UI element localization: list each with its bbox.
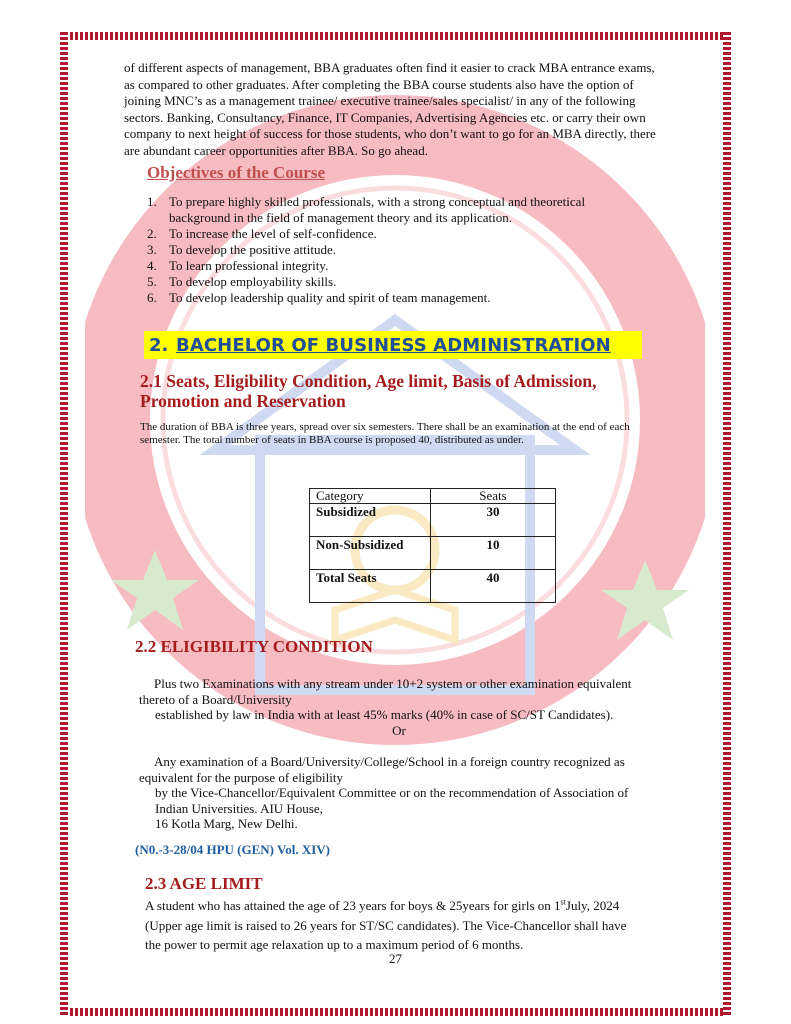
eligibility-line: by the Vice-Chancellor/Equivalent Committee or on the recommendation of Association of Indian Universities. AIU House, [155, 785, 629, 816]
table-row [310, 570, 556, 603]
table-cell-category: Non-Subsidized [310, 537, 431, 570]
eligibility-line: 16 Kotla Marg, New Delhi. [155, 816, 298, 831]
table-row [310, 504, 556, 537]
list-item: 6. To develop leadership quality and spirit of team management. [147, 290, 491, 305]
objectives-heading: Objectives of the Course [147, 163, 325, 182]
table-header-row [310, 489, 556, 504]
section-2-1-paragraph: The duration of BBA is three years, spread over six semesters. There shall be an examination at the end of each semester. The total number of seats in BBA course is proposed 40, distributed as under. [140, 421, 630, 446]
section-2-3-heading: 2.3 AGE LIMIT [145, 874, 263, 893]
page-number: 27 [389, 951, 402, 966]
table-cell-seats: 10 [431, 537, 556, 570]
banner-title: BACHELOR OF BUSINESS ADMINISTRATION [176, 334, 611, 356]
eligibility-line: Plus two Examinations with any stream under 10+2 system or other examination equivalent thereto of a Board/University [139, 676, 632, 707]
eligibility-or: Or [392, 722, 406, 738]
objectives-list [147, 194, 627, 306]
section-banner [144, 331, 642, 359]
table-cell-category: Subsidized [310, 504, 431, 537]
section-2-1-heading: 2.1 Seats, Eligibility Condition, Age limit, Basis of Admission, Promotion and Reservation [140, 371, 597, 411]
list-item: 4. To learn professional integrity. [147, 258, 329, 273]
list-item: 2. To increase the level of self-confidence. [147, 226, 377, 241]
section-2-2-heading: 2.2 ELIGIBILITY CONDITION [135, 637, 373, 656]
table-header-seats: Seats [431, 489, 556, 504]
eligibility-text [139, 676, 659, 832]
banner-number: 2. [149, 334, 169, 356]
list-item: 5. To develop employability skills. [147, 274, 337, 289]
table-cell-seats: 30 [431, 504, 556, 537]
table-row [310, 537, 556, 570]
list-item: 1. To prepare highly skilled professionals, with a strong conceptual and theoretical background in the field of management theory and its application. [147, 194, 586, 225]
table-cell-seats: 40 [431, 570, 556, 603]
eligibility-line: Any examination of a Board/University/College/School in a foreign country recognized as equivalent for the purpose of eligibility [139, 754, 625, 785]
eligibility-line: established by law in India with at least 45% marks (40% in case of SC/ST Candidates). [155, 707, 614, 722]
seats-table [309, 488, 556, 603]
table-cell-category: Total Seats [310, 570, 431, 603]
age-limit-paragraph: A student who has attained the age of 23 years for boys & 25years for girls on 1stJuly, 2024 (Upper age limit is raised to 26 years for ST/SC candidates). The Vice-Chancellor shall have the power to permit age relaxation up to a maximum period of 6 months. [145, 897, 627, 952]
reference-number: (N0.-3-28/04 HPU (GEN) Vol. XIV) [135, 842, 330, 857]
intro-paragraph: of different aspects of management, BBA graduates often find it easier to crack MBA entrance exams, as compared to other graduates. After completing the BBA course students also have the option of joining MNC’s as a management trainee/ executive trainee/sales specialist/ in any of the following sectors. Banking, Consultancy, Finance, IT Companies, Advertising Agencies etc. or carry their own company to next height of success for those students, who don’t want to go for an MBA directly, there are abundant career opportunities after BBA. So go ahead. [124, 60, 656, 158]
list-item: 3. To develop the positive attitude. [147, 242, 336, 257]
table-header-category: Category [310, 489, 431, 504]
